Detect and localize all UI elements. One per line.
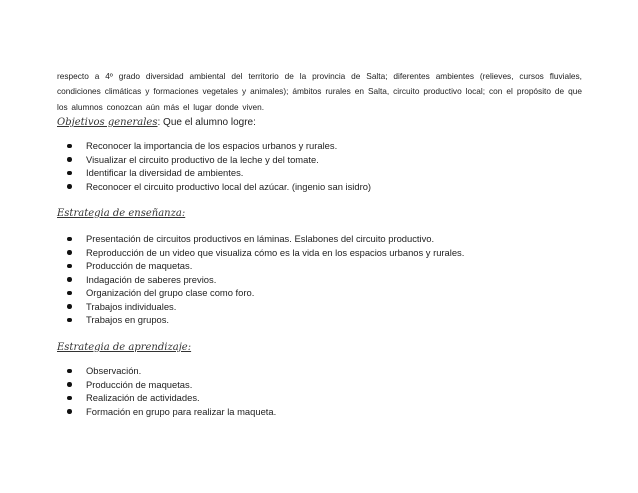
list-item-text: Identificar la diversidad de ambientes. (86, 167, 244, 178)
list-item-text: Presentación de circuitos productivos en láminas. Eslabones del circuito productivo. (86, 233, 435, 244)
bullet-icon (67, 144, 72, 149)
list-item-text: Formación en grupo para realizar la maqueta. (86, 405, 277, 417)
bullet-icon (67, 409, 72, 414)
list-item (0, 180, 371, 194)
list-item (0, 273, 464, 287)
list-item (0, 259, 464, 273)
objetivos-heading-tail: : Que el alumno logre: (157, 117, 256, 128)
bullet-icon (67, 318, 72, 323)
list-item (0, 153, 371, 167)
objetivos-heading: Objetivos generales (57, 117, 158, 128)
list-item (0, 246, 464, 260)
intro-paragraph: respecto a 4º grado diversidad ambiental del territorio de la provincia de Salta; diferentes ambientes (relieves, cursos fluviales, condiciones climáticas y formaciones vegetales y animales); ámbitos rurales en Salta, circuito productivo local; con el propósito de que los alumnos conozcan aún más el lugar donde viven. (57, 71, 582, 112)
list-item (0, 364, 276, 378)
bullet-icon (67, 250, 72, 255)
list-item (0, 378, 276, 392)
list-item-text: Trabajos en grupos. (86, 314, 170, 325)
list-item (0, 166, 371, 180)
list-item-text: Organización del grupo clase como foro. (86, 287, 255, 298)
bullet-icon (67, 304, 72, 309)
list-item-text: Producción de maquetas. (86, 378, 193, 390)
bullet-icon (67, 369, 72, 374)
list-item-text: Visualizar el circuito productivo de la leche y del tomate. (86, 153, 319, 165)
aprendizaje-heading-line (57, 341, 191, 354)
list-item (0, 391, 276, 405)
ensenanza-heading: Estrategia de enseñanza: (57, 208, 186, 219)
list-item-text: Realización de actividades. (86, 392, 200, 403)
bullet-icon (67, 396, 72, 401)
list-item (0, 139, 371, 153)
objetivos-heading-line (57, 116, 256, 129)
list-item (0, 300, 464, 314)
list-item (0, 405, 276, 419)
aprendizaje-list (0, 364, 276, 418)
list-item-text: Reproducción de un video que visualiza cómo es la vida en los espacios urbanos y rurales. (86, 246, 465, 258)
objetivos-list (0, 139, 371, 193)
bullet-icon (67, 157, 72, 162)
bullet-icon (67, 184, 72, 189)
ensenanza-list (0, 232, 464, 327)
list-item-text: Trabajos individuales. (86, 300, 177, 312)
ensenanza-heading-line (57, 207, 185, 220)
list-item-text: Reconocer el circuito productivo local del azúcar. (ingenio san isidro) (86, 180, 372, 192)
list-item-text: Producción de maquetas. (86, 260, 193, 271)
bullet-icon (67, 264, 72, 269)
bullet-icon (67, 291, 72, 296)
list-item (0, 286, 464, 300)
aprendizaje-heading: Estrategia de aprendizaje: (57, 342, 192, 353)
list-item-text: Reconocer la importancia de los espacios urbanos y rurales. (86, 140, 338, 151)
bullet-icon (67, 171, 72, 176)
list-item-text: Indagación de saberes previos. (86, 273, 217, 285)
list-item (0, 232, 464, 246)
bullet-icon (67, 237, 72, 242)
bullet-icon (67, 277, 72, 282)
list-item (0, 313, 464, 327)
list-item-text: Observación. (86, 365, 142, 376)
bullet-icon (67, 382, 72, 387)
